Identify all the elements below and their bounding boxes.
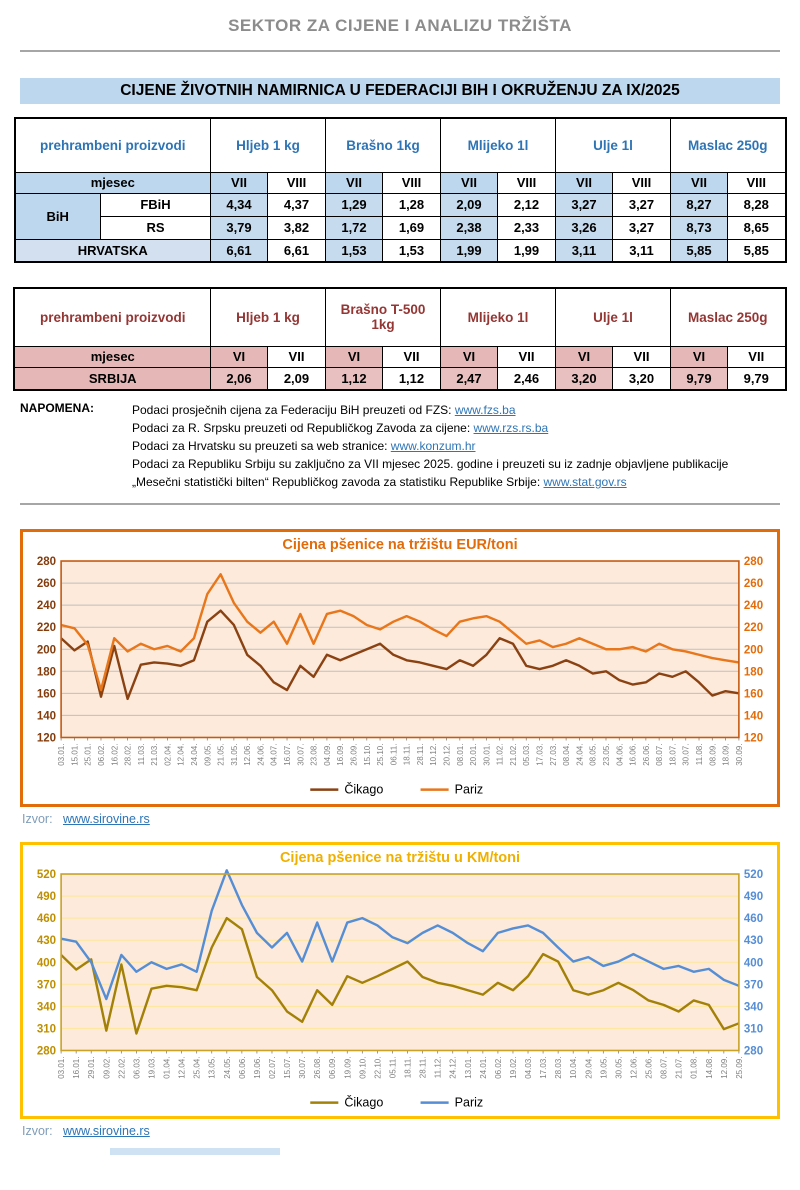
- svg-text:310: 310: [36, 1023, 57, 1036]
- svg-text:24.04.: 24.04.: [575, 743, 585, 766]
- svg-text:520: 520: [36, 868, 57, 881]
- row-label: SRBIJA: [14, 367, 210, 390]
- price-cell: 1,69: [383, 216, 441, 239]
- svg-text:29.01.: 29.01.: [87, 1056, 97, 1079]
- svg-text:15.10.: 15.10.: [362, 743, 372, 766]
- svg-text:22.10.: 22.10.: [373, 1056, 383, 1079]
- chart-canvas-eur: [23, 553, 777, 804]
- svg-text:18.07.: 18.07.: [668, 743, 678, 766]
- svg-text:06.03.: 06.03.: [132, 1056, 142, 1079]
- napomena-section: [20, 401, 780, 491]
- napomena-link[interactable]: www.konzum.hr: [390, 439, 476, 453]
- source-label: Izvor:: [22, 811, 53, 826]
- row-label: HRVATSKA: [15, 239, 211, 262]
- svg-text:21.02.: 21.02.: [508, 743, 518, 766]
- svg-text:30.09.: 30.09.: [734, 743, 744, 766]
- svg-text:140: 140: [743, 710, 764, 723]
- svg-text:03.01.: 03.01.: [57, 1056, 67, 1079]
- legend: [310, 1094, 483, 1109]
- product-header: Maslac 250g: [671, 118, 786, 172]
- price-cell: 8,28: [728, 193, 786, 216]
- month-header: VIII: [613, 172, 671, 193]
- price-cell: 8,73: [671, 216, 728, 239]
- legend: [310, 782, 483, 797]
- svg-text:23.08.: 23.08.: [309, 743, 319, 766]
- svg-text:12.04.: 12.04.: [176, 743, 186, 766]
- svg-text:08.04.: 08.04.: [562, 743, 572, 766]
- header-divider: [20, 50, 780, 52]
- svg-text:340: 340: [36, 1001, 57, 1014]
- napomena-text: Podaci prosječnih cijena za Federaciju BiH preuzeti od FZS:: [132, 403, 455, 417]
- month-header: VI: [556, 346, 613, 367]
- svg-text:23.05.: 23.05.: [601, 743, 611, 766]
- svg-text:16.07.: 16.07.: [283, 743, 293, 766]
- wheat-km-chart-svg: [23, 866, 777, 1117]
- svg-text:08.01.: 08.01.: [455, 743, 465, 766]
- napomena-link[interactable]: www.stat.gov.rs: [543, 475, 627, 489]
- chart-canvas-km: [23, 866, 777, 1117]
- month-header: VI: [210, 346, 267, 367]
- price-cell: 3,27: [613, 193, 671, 216]
- svg-text:06.06.: 06.06.: [237, 1056, 247, 1079]
- price-cell: 8,65: [728, 216, 786, 239]
- product-header: Hljeb 1 kg: [211, 118, 326, 172]
- svg-text:20.12.: 20.12.: [442, 743, 452, 766]
- svg-text:21.03.: 21.03.: [150, 743, 160, 766]
- svg-text:490: 490: [743, 890, 764, 903]
- svg-text:28.11.: 28.11.: [415, 743, 425, 766]
- svg-text:18.09.: 18.09.: [721, 743, 731, 766]
- x-axis-labels: [57, 1050, 744, 1078]
- svg-text:280: 280: [36, 556, 57, 569]
- svg-text:25.04.: 25.04.: [192, 1056, 202, 1079]
- svg-text:30.07.: 30.07.: [681, 743, 691, 766]
- svg-text:04.03.: 04.03.: [524, 1056, 534, 1079]
- svg-text:14.08.: 14.08.: [704, 1056, 714, 1079]
- price-cell: 1,12: [325, 367, 382, 390]
- price-cell: 3,27: [613, 216, 671, 239]
- svg-text:400: 400: [743, 956, 764, 969]
- price-cell: 2,33: [498, 216, 556, 239]
- napomena-label: NAPOMENA:: [20, 401, 94, 415]
- svg-text:12.06.: 12.06.: [243, 743, 253, 766]
- partial-bottom-bar: [110, 1148, 280, 1155]
- napomena-link[interactable]: www.fzs.ba: [454, 403, 516, 417]
- svg-text:30.05.: 30.05.: [614, 1056, 624, 1079]
- price-cell: 3,20: [556, 367, 613, 390]
- svg-text:240: 240: [36, 600, 57, 613]
- svg-text:04.09.: 04.09.: [322, 743, 332, 766]
- price-cell: 2,12: [498, 193, 556, 216]
- svg-text:18.11.: 18.11.: [403, 1056, 413, 1078]
- svg-text:09.02.: 09.02.: [102, 1056, 112, 1079]
- svg-text:20.01.: 20.01.: [469, 743, 479, 766]
- svg-text:11.12.: 11.12.: [433, 1056, 443, 1078]
- svg-text:08.07.: 08.07.: [659, 1056, 669, 1079]
- svg-text:24.04.: 24.04.: [190, 743, 200, 766]
- napomena-text: Podaci za Republiku Srbiju su zaključno za VII mjesec 2025. godine i preuzeti su iz zadnje objavljene publikacije: [132, 457, 729, 471]
- svg-text:370: 370: [743, 978, 764, 991]
- svg-text:260: 260: [36, 578, 57, 591]
- section-divider: [20, 503, 780, 505]
- month-header: VIII: [498, 172, 556, 193]
- table-corner-label: prehrambeni proizvodi: [15, 118, 211, 172]
- svg-text:120: 120: [743, 732, 764, 745]
- wheat-price-eur-chart: [20, 529, 780, 807]
- svg-text:10.12.: 10.12.: [429, 743, 439, 766]
- napomena-text: Podaci za R. Srpsku preuzeti od Republičkog Zavoda za cijene:: [132, 421, 474, 435]
- napomena-line: [132, 419, 780, 437]
- svg-text:520: 520: [743, 868, 764, 881]
- svg-text:25.09.: 25.09.: [734, 1056, 744, 1079]
- chart-title-eur: Cijena pšenice na tržištu EUR/toni: [282, 537, 518, 553]
- source-link[interactable]: www.sirovine.rs: [62, 1124, 150, 1139]
- svg-text:24.05.: 24.05.: [222, 1056, 232, 1079]
- legend-label-čikago: Čikago: [344, 1095, 384, 1110]
- x-axis-labels: [57, 737, 744, 765]
- month-header: VII: [671, 172, 728, 193]
- svg-text:13.01.: 13.01.: [463, 1056, 473, 1079]
- svg-text:05.11.: 05.11.: [388, 1056, 398, 1078]
- svg-text:01.08.: 01.08.: [689, 1056, 699, 1079]
- price-cell: 3,11: [556, 239, 613, 262]
- svg-text:30.01.: 30.01.: [482, 743, 492, 766]
- price-cell: 6,61: [268, 239, 326, 262]
- svg-text:21.07.: 21.07.: [674, 1056, 684, 1079]
- svg-text:430: 430: [743, 934, 764, 947]
- svg-text:11.02.: 11.02.: [495, 743, 505, 766]
- svg-text:26.09.: 26.09.: [349, 743, 359, 766]
- svg-text:19.02.: 19.02.: [508, 1056, 518, 1079]
- svg-text:15.01.: 15.01.: [70, 743, 80, 766]
- source-line-1: [22, 812, 800, 826]
- svg-text:06.02.: 06.02.: [493, 1056, 503, 1079]
- month-header: VII: [326, 172, 383, 193]
- product-header: Maslac 250g: [671, 288, 786, 346]
- svg-text:180: 180: [36, 666, 57, 679]
- svg-text:16.09.: 16.09.: [336, 743, 346, 766]
- price-cell: 2,46: [498, 367, 556, 390]
- svg-text:27.03.: 27.03.: [548, 743, 558, 766]
- price-cell: 5,85: [728, 239, 786, 262]
- svg-text:19.03.: 19.03.: [147, 1056, 157, 1079]
- month-header: VIII: [268, 172, 326, 193]
- product-header: Brašno T-500 1kg: [325, 288, 440, 346]
- price-cell: 3,79: [211, 216, 268, 239]
- source-label: Izvor:: [22, 1124, 53, 1139]
- napomena-line: [132, 473, 780, 491]
- svg-text:460: 460: [743, 912, 764, 925]
- svg-text:08.07.: 08.07.: [655, 743, 665, 766]
- svg-text:12.04.: 12.04.: [177, 1056, 187, 1079]
- legend-label-čikago: Čikago: [344, 782, 384, 797]
- product-header: Hljeb 1 kg: [210, 288, 325, 346]
- product-header: Ulje 1l: [556, 118, 671, 172]
- napomena-link[interactable]: www.rzs.rs.ba: [473, 421, 549, 435]
- price-cell: 1,29: [326, 193, 383, 216]
- svg-text:180: 180: [743, 666, 764, 679]
- svg-text:26.08.: 26.08.: [313, 1056, 323, 1079]
- svg-text:17.03.: 17.03.: [535, 743, 545, 766]
- product-header: Mlijeko 1l: [441, 118, 556, 172]
- svg-text:200: 200: [743, 644, 764, 657]
- svg-text:12.09.: 12.09.: [719, 1056, 729, 1079]
- svg-text:30.07.: 30.07.: [296, 743, 306, 766]
- svg-text:28.03.: 28.03.: [554, 1056, 564, 1079]
- svg-text:11.08.: 11.08.: [695, 743, 705, 766]
- svg-text:430: 430: [36, 934, 57, 947]
- napomena-text: Podaci za Hrvatsku su preuzeti sa web stranice:: [132, 439, 391, 453]
- svg-text:25.01.: 25.01.: [83, 743, 93, 766]
- svg-text:140: 140: [36, 710, 57, 723]
- price-cell: 9,79: [671, 367, 728, 390]
- month-header: VIII: [383, 172, 441, 193]
- month-header: VI: [325, 346, 382, 367]
- svg-text:280: 280: [36, 1045, 57, 1058]
- source-link[interactable]: www.sirovine.rs: [62, 811, 150, 826]
- napomena-line: [132, 455, 780, 473]
- table-corner-label: prehrambeni proizvodi: [14, 288, 210, 346]
- sector-header-title: SEKTOR ZA CIJENE I ANALIZU TRŽIŠTA: [228, 16, 572, 35]
- month-header: VI: [671, 346, 728, 367]
- svg-text:12.06.: 12.06.: [629, 1056, 639, 1079]
- svg-text:11.03.: 11.03.: [136, 743, 146, 766]
- month-header: VI: [441, 346, 498, 367]
- price-table-srbija: [13, 287, 786, 391]
- svg-text:24.12.: 24.12.: [448, 1056, 458, 1079]
- price-table-bih: [14, 117, 787, 263]
- svg-text:09.05.: 09.05.: [203, 743, 213, 766]
- price-cell: 1,99: [441, 239, 498, 262]
- svg-text:310: 310: [743, 1023, 764, 1036]
- svg-text:220: 220: [743, 622, 764, 635]
- month-header: VII: [267, 346, 325, 367]
- svg-text:400: 400: [36, 956, 57, 969]
- month-header: VIII: [728, 172, 786, 193]
- price-cell: 2,09: [267, 367, 325, 390]
- svg-text:22.02.: 22.02.: [117, 1056, 127, 1079]
- price-cell: 1,12: [382, 367, 440, 390]
- svg-text:08.09.: 08.09.: [708, 743, 718, 766]
- legend-label-pariz: Pariz: [454, 1095, 484, 1110]
- svg-text:29.04.: 29.04.: [584, 1056, 594, 1079]
- svg-text:260: 260: [743, 578, 764, 591]
- chart-title-km: Cijena pšenice na tržištu u KM/toni: [279, 849, 521, 866]
- price-cell: 1,99: [498, 239, 556, 262]
- svg-text:21.05.: 21.05.: [216, 743, 226, 766]
- svg-text:03.01.: 03.01.: [57, 743, 67, 766]
- svg-text:280: 280: [743, 1045, 764, 1058]
- price-cell: 3,82: [268, 216, 326, 239]
- svg-text:17.03.: 17.03.: [539, 1056, 549, 1079]
- price-cell: 3,27: [556, 193, 613, 216]
- svg-text:16.01.: 16.01.: [72, 1056, 82, 1079]
- svg-text:24.06.: 24.06.: [256, 743, 266, 766]
- svg-text:06.02.: 06.02.: [96, 743, 106, 766]
- svg-text:26.06.: 26.06.: [641, 743, 651, 766]
- month-header: VII: [382, 346, 440, 367]
- svg-text:25.06.: 25.06.: [644, 1056, 654, 1079]
- legend-label-pariz: Pariz: [454, 782, 484, 797]
- svg-text:08.05.: 08.05.: [588, 743, 598, 766]
- svg-text:18.11.: 18.11.: [402, 743, 412, 766]
- product-header: Brašno 1kg: [326, 118, 441, 172]
- svg-text:28.02.: 28.02.: [123, 743, 133, 766]
- row-label: RS: [101, 216, 211, 239]
- svg-text:15.07.: 15.07.: [283, 1056, 293, 1079]
- svg-text:200: 200: [36, 644, 57, 657]
- svg-text:19.05.: 19.05.: [599, 1056, 609, 1079]
- svg-text:02.04.: 02.04.: [163, 743, 173, 766]
- price-cell: 5,85: [671, 239, 728, 262]
- svg-text:120: 120: [36, 732, 57, 745]
- svg-text:19.09.: 19.09.: [343, 1056, 353, 1079]
- svg-text:280: 280: [743, 556, 764, 569]
- price-cell: 2,47: [441, 367, 498, 390]
- price-cell: 3,26: [556, 216, 613, 239]
- price-cell: 6,61: [211, 239, 268, 262]
- page-title: CIJENE ŽIVOTNIH NAMIRNICA U FEDERACIJI BIH I OKRUŽENJU ZA IX/2025: [20, 78, 780, 104]
- svg-text:04.06.: 04.06.: [615, 743, 625, 766]
- wheat-eur-chart-svg: [23, 553, 777, 804]
- svg-text:01.04.: 01.04.: [162, 1056, 172, 1079]
- price-cell: 2,09: [441, 193, 498, 216]
- svg-text:16.06.: 16.06.: [628, 743, 638, 766]
- svg-text:28.11.: 28.11.: [418, 1056, 428, 1078]
- price-cell: 1,53: [383, 239, 441, 262]
- svg-text:370: 370: [36, 978, 57, 991]
- price-cell: 3,11: [613, 239, 671, 262]
- price-cell: 1,72: [326, 216, 383, 239]
- price-cell: 2,38: [441, 216, 498, 239]
- price-cell: 4,37: [268, 193, 326, 216]
- napomena-text: „Mesečni statistički bilten“ Republičkog zavoda za statistiku Republike Srbije:: [132, 475, 544, 489]
- svg-text:19.06.: 19.06.: [252, 1056, 262, 1079]
- price-cell: 2,06: [210, 367, 267, 390]
- month-row-label: mjesec: [15, 172, 211, 193]
- month-header: VII: [498, 346, 556, 367]
- svg-text:24.01.: 24.01.: [478, 1056, 488, 1079]
- napomena-line: [132, 437, 780, 455]
- napomena-line: [132, 401, 780, 419]
- svg-text:25.10.: 25.10.: [376, 743, 386, 766]
- svg-text:240: 240: [743, 600, 764, 613]
- svg-text:13.05.: 13.05.: [207, 1056, 217, 1079]
- month-header: VII: [613, 346, 671, 367]
- price-cell: 3,20: [613, 367, 671, 390]
- product-header: Mlijeko 1l: [441, 288, 556, 346]
- row-label: FBiH: [101, 193, 211, 216]
- svg-text:220: 220: [36, 622, 57, 635]
- svg-text:460: 460: [36, 912, 57, 925]
- svg-text:16.02.: 16.02.: [110, 743, 120, 766]
- svg-text:160: 160: [36, 688, 57, 701]
- svg-text:06.09.: 06.09.: [328, 1056, 338, 1079]
- svg-text:04.07.: 04.07.: [269, 743, 279, 766]
- row-label: BiH: [15, 193, 101, 239]
- svg-text:31.05.: 31.05.: [229, 743, 239, 766]
- product-header: Ulje 1l: [556, 288, 671, 346]
- price-cell: 4,34: [211, 193, 268, 216]
- month-header: VII: [441, 172, 498, 193]
- svg-text:05.03.: 05.03.: [522, 743, 532, 766]
- svg-text:490: 490: [36, 890, 57, 903]
- price-cell: 1,28: [383, 193, 441, 216]
- svg-text:06.11.: 06.11.: [389, 743, 399, 766]
- svg-text:02.07.: 02.07.: [267, 1056, 277, 1079]
- napomena-lines: [132, 401, 780, 491]
- month-header: VII: [728, 346, 786, 367]
- price-cell: 9,79: [728, 367, 786, 390]
- svg-text:160: 160: [743, 688, 764, 701]
- svg-text:09.10.: 09.10.: [358, 1056, 368, 1079]
- month-header: VII: [556, 172, 613, 193]
- price-cell: 1,53: [326, 239, 383, 262]
- source-line-2: [22, 1124, 800, 1138]
- wheat-price-km-chart: [20, 842, 780, 1120]
- price-cell: 8,27: [671, 193, 728, 216]
- svg-text:10.04.: 10.04.: [569, 1056, 579, 1079]
- month-header: VII: [211, 172, 268, 193]
- svg-text:30.07.: 30.07.: [298, 1056, 308, 1079]
- svg-text:340: 340: [743, 1001, 764, 1014]
- month-row-label: mjesec: [14, 346, 210, 367]
